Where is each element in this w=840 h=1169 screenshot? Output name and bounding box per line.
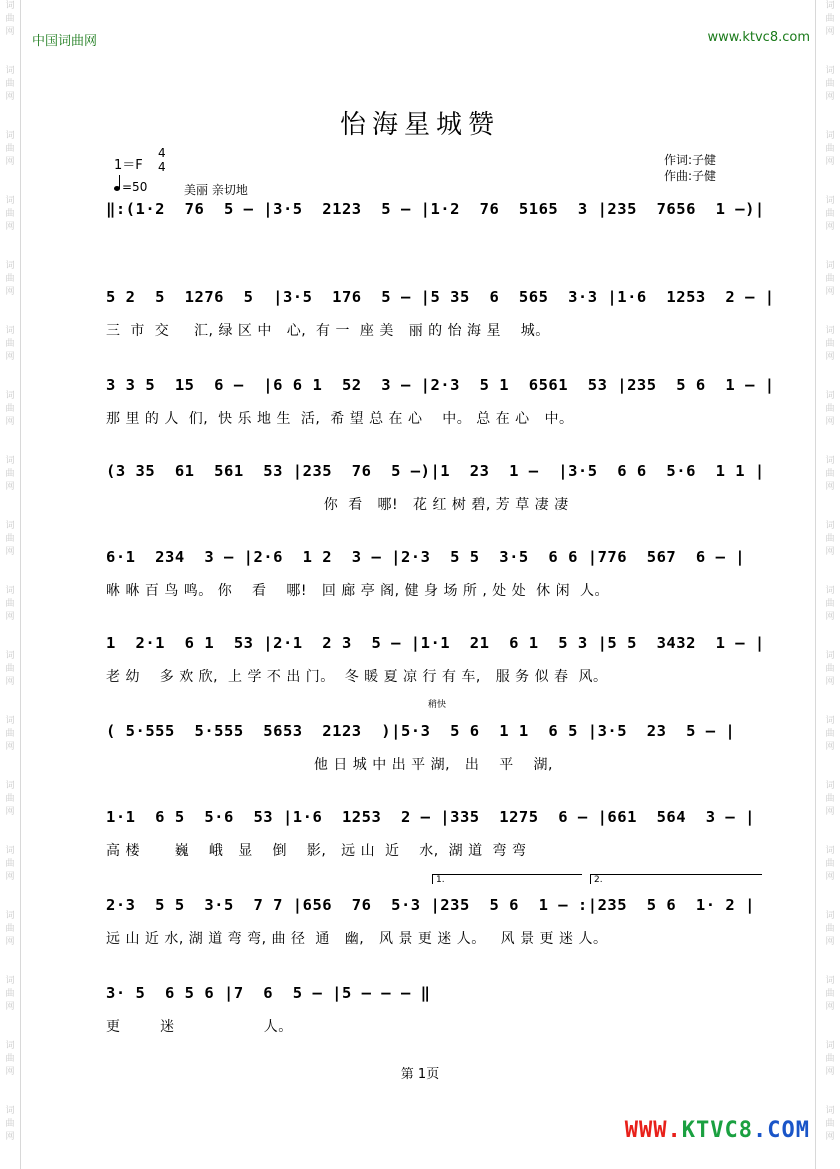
notation-row-1: ‖:(1·2 76 5 – |3·5 2123 5 – |1·2 76 5165 3 |235 7656 1 –)| [106, 200, 765, 218]
first-ending-bracket: 1. [432, 874, 582, 884]
notation-row-3: 3 3 5 15 6 – |6 6 1 52 3 – |2·3 5 1 6561 53 |235 5 6 1 – | [106, 376, 775, 394]
tempo-marking [114, 180, 147, 194]
lyrics-row-6: 老 幼 多 欢 欣, 上 学 不 出 门。 冬 暖 夏 凉 行 有 车, 服 务 似 春 风。 [106, 669, 608, 685]
time-signature-bottom: 4 [158, 160, 166, 174]
notation-row-8: 1·1 6 5 5·6 53 |1·6 1253 2 – |335 1275 6 – |661 564 3 – | [106, 808, 755, 826]
lyrics-row-5: 咻 咻 百 鸟 鸣。 你 看 哪! 回 廊 亭 阁, 健 身 场 所 , 处 处 休 闲 人。 [106, 583, 609, 599]
page-number: 第 1页 [400, 1067, 440, 1082]
notation-row-10: 3· 5 6 5 6 |7 6 5 – |5 – – – ‖ [106, 984, 431, 1002]
watermark-right: 词 曲 网 词 曲 网 词 曲 网 词 曲 网 词 曲 网 词 曲 网 词 曲 网 词 曲 网 词 曲 网 词 曲 网 词 曲 网 词 曲 网 词 曲 网 词 曲 网 词 曲 网 词 曲 网 词 曲 网 词 曲 网 [825, 1, 835, 1142]
quarter-note-icon [114, 186, 120, 191]
lyricist: 作词:子健 [664, 153, 717, 167]
lyrics-row-9: 远 山 近 水, 湖 道 弯 弯, 曲 径 通 幽, 风 景 更 迷 人。 风 景 更 迷 人。 [106, 931, 608, 947]
notation-row-9: 2·3 5 5 3·5 7 7 |656 76 5·3 |235 5 6 1 – :|235 5 6 1· 2 | [106, 896, 755, 914]
notation-row-2: 5 2 5 1276 5 |3·5 176 5 – |5 35 6 565 3·3 |1·6 1253 2 – | [106, 288, 775, 306]
logo-ktv: KTVC8 [681, 1118, 754, 1143]
lyrics-row-7: 他 日 城 中 出 平 湖, 出 平 湖, [106, 757, 553, 773]
tempo-value: =50 [122, 180, 148, 194]
site-url[interactable]: www.ktvc8.com [707, 30, 810, 45]
logo-www: WWW. [624, 1118, 682, 1143]
notation-row-6: 1 2·1 6 1 53 |2·1 2 3 5 – |1·1 21 6 1 5 3 |5 5 3432 1 – | [106, 634, 765, 652]
notation-row-7: ( 5·555 5·555 5653 2123 )|5·3 5 6 1 1 6 5 |3·5 23 5 – | [106, 722, 736, 740]
lyrics-row-3: 那 里 的 人 们, 快 乐 地 生 活, 希 望 总 在 心 中。 总 在 心 中。 [106, 411, 574, 427]
song-title: 怡海星城赞 [339, 110, 500, 140]
time-signature-top: 4 [158, 146, 166, 160]
expression-marking: 美丽 亲切地 [184, 183, 248, 197]
notation-row-5: 6·1 234 3 – |2·6 1 2 3 – |2·3 5 5 3·5 6 6 |776 567 6 – | [106, 548, 746, 566]
second-ending-bracket: 2. [590, 874, 762, 884]
time-signature [158, 146, 166, 174]
footer-logo[interactable] [625, 1118, 810, 1143]
lyrics-row-8: 高 楼 巍 峨 显 倒 影, 远 山 近 水, 湖 道 弯 弯 [106, 843, 527, 859]
credits [664, 152, 716, 184]
notation-row-4: (3 35 61 561 53 |235 76 5 –)|1 23 1 – |3·5 6 6 5·6 1 1 | [106, 462, 765, 480]
tempo-change-marking: 稍快 [428, 700, 447, 710]
lyrics-row-10: 更 迷 人。 [106, 1019, 293, 1035]
lyrics-row-2: 三 市 交 汇, 绿 区 中 心, 有 一 座 美 丽 的 怡 海 星 城。 [106, 323, 550, 339]
composer: 作曲:子健 [664, 169, 717, 183]
lyrics-row-4: 你 看 哪! 花 红 树 碧, 芳 草 凄 凄 [106, 497, 569, 513]
watermark-left: 词 曲 网 词 曲 网 词 曲 网 词 曲 网 词 曲 网 词 曲 网 词 曲 网 词 曲 网 词 曲 网 词 曲 网 词 曲 网 词 曲 网 词 曲 网 词 曲 网 词 曲 网 词 曲 网 词 曲 网 词 曲 网 [5, 1, 15, 1142]
logo-com: .COM [753, 1118, 810, 1143]
key-signature: 1＝F [114, 158, 143, 173]
site-name[interactable]: 中国词曲网 [32, 34, 98, 49]
